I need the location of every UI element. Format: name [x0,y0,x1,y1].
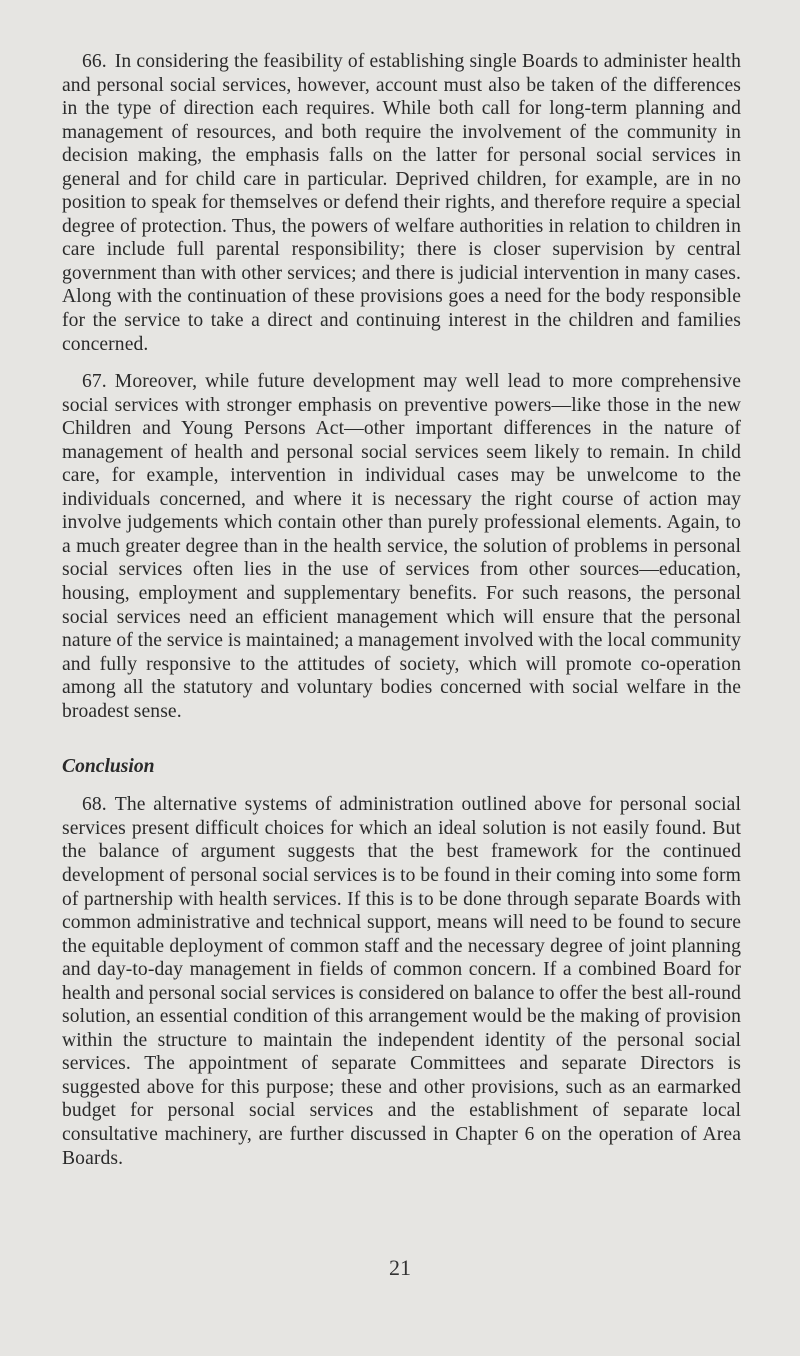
paragraph-number: 67. [82,371,107,393]
paragraph-text: In considering the feasibility of establishing single Boards to administer health and personal social services, however, account must also be taken of the differences in the type of direction each requires. While both call for long-term planning and management of resources, and both require the involvement of the community in decision making, the emphasis falls on the latter for personal social services in general and for child care in particular. Deprived children, for example, are in no position to speak for themselves or defend their rights, and therefore require a special degree of protection. Thus, the powers of welfare authorities in relation to children in care include full parental responsibility; there is closer supervision by central government than with other services; and there is judicial intervention in many cases. Along with the continuation of these provisions goes a need for the body responsible for the service to take a direct and continuing interest in the children and families concerned. [62,51,741,355]
page-number: 21 [389,1255,411,1280]
paragraph-text: Moreover, while future development may well lead to more comprehensive social services with stronger emphasis on preventive powers—like those in the new Children and Young Persons Act—other important differences in the nature of management of health and personal social services seem likely to remain. In child care, for example, intervention in individual cases may be unwelcome to the individuals concerned, and where it is necessary the right course of action may involve judgements which contain other than purely professional elements. Again, to a much greater degree than in the health service, the solution of problems in personal social services often lies in the use of services from other sources—education, housing, employment and supplementary benefits. For such reasons, the personal social services need an efficient management which will ensure that the personal nature of the service is maintained; a management involved with the local community and fully responsive to the attitudes of society, which will promote co-operation among all the statutory and voluntary bodies concerned with social welfare in the broadest sense. [62,371,741,722]
paragraph-number: 68. [82,794,107,816]
paragraph-66 [62,50,741,356]
paragraph-68 [62,793,741,1170]
section-heading: Conclusion [62,756,155,778]
paragraph-number: 66. [82,51,107,72]
paragraph-text: The alternative systems of administration outlined above for personal social services present difficult choices for which an ideal solution is not easily found. But the balance of argument suggests that the best framework for the continued development of personal social services is to be found in their coming into some form of partnership with health services. If this is to be done through separate Boards with common administrative and technical support, means will need to be found to secure the equitable deployment of common staff and the necessary degree of joint planning and day-to-day management in fields of common concern. If a combined Board for health and personal social services is considered on balance to offer the best all-round solution, an essential condition of this arrangement would be the making of provision within the structure to maintain the independent identity of the personal social services. The appointment of separate Committees and separate Directors is suggested above for this purpose; these and other provisions, such as an earmarked budget for personal social services and the establishment of separate local consultative machinery, are further discussed in Chapter 6 on the operation of Area Boards. [62,794,741,1169]
paragraph-67 [62,370,741,723]
